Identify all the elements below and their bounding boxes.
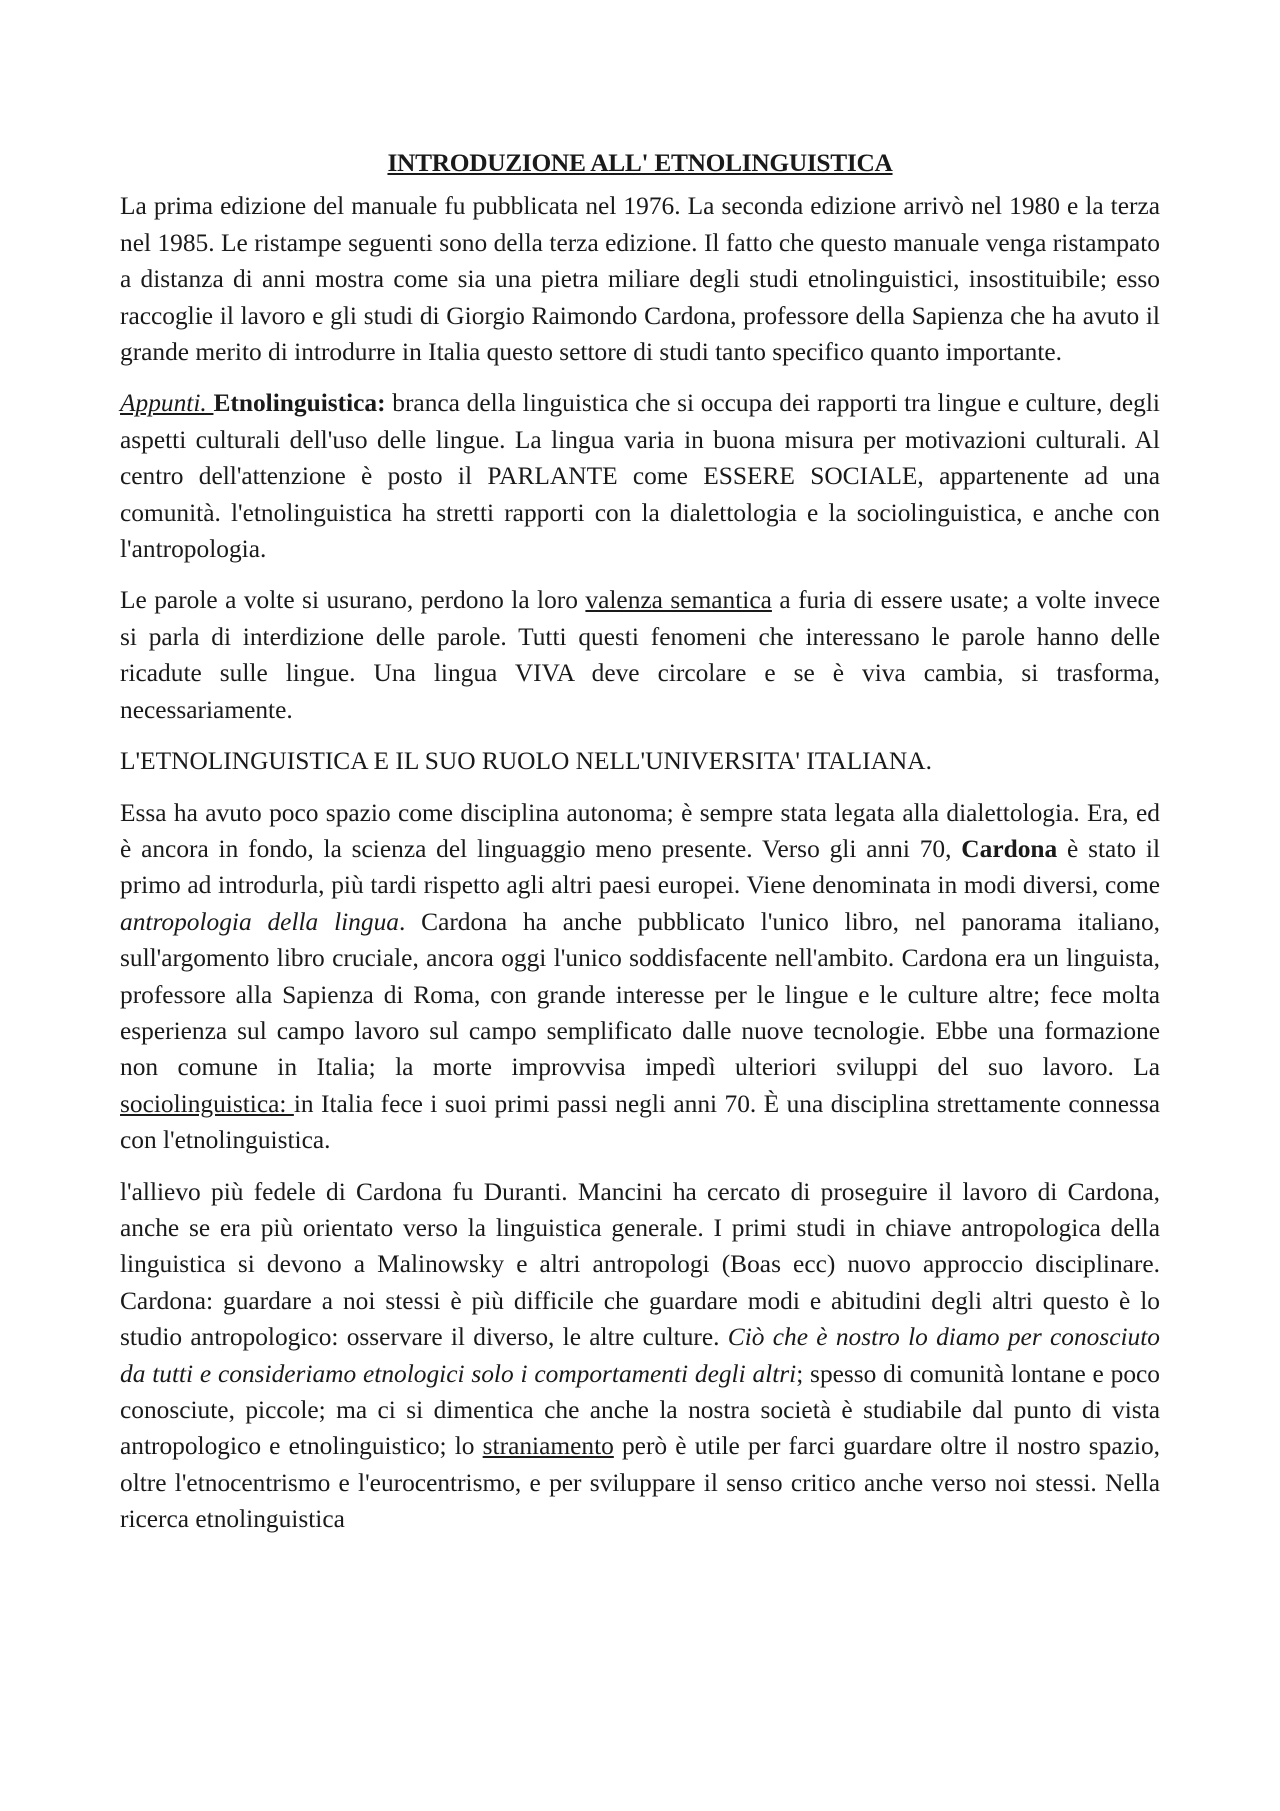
paragraph-university-text-d: in Italia fece i suoi primi passi negli anni 70. È una disciplina strettamente connessa con l'etnolinguistica. (120, 1089, 1160, 1155)
etnolinguistica-term: Etnolinguistica: (213, 389, 386, 418)
paragraph-students (120, 1174, 1160, 1538)
paragraph-university-text-b: è stato il primo ad introdurla, più tardi rispetto agli altri paesi europei. Viene denominata in modi diversi, come (120, 834, 1160, 900)
paragraph-words (120, 582, 1160, 728)
sociolinguistica-underlined: sociolinguistica: (120, 1089, 294, 1118)
quote-italic: Ciò che è nostro lo diamo per conosciuto da tutti e consideriamo etnologici solo i comportamenti degli altri (120, 1323, 1160, 1388)
paragraph-words-text-b: a furia di essere usate; a volte invece si parla di interdizione delle parole. Tutti questi fenomeni che interessano le parole hanno delle ricadute sulle lingue. Una lingua VIVA deve circolare e se è viva cambia, si trasforma, necessariamente. (120, 586, 1160, 724)
paragraph-university (120, 795, 1160, 1159)
cardona-bold: Cardona (961, 834, 1058, 863)
definition-text: branca della linguistica che si occupa dei rapporti tra lingue e culture, degli aspetti culturali dell'uso delle lingue. La lingua varia in buona misura per motivazioni culturali. Al centro dell'attenzione è posto il PARLANTE come ESSERE SOCIALE, appartenente ad una comunità. l'etnolinguistica ha stretti rapporti con la dialettologia e la sociolinguistica, e anche con l'antropologia. (120, 389, 1160, 564)
paragraph-students-text-c: però è utile per farci guardare oltre il nostro spazio, oltre l'etnocentrismo e l'eurocentrismo, e per sviluppare il senso critico anche verso noi stessi. Nella ricerca etnolinguistica (120, 1432, 1160, 1534)
paragraph-university-text-a: Essa ha avuto poco spazio come disciplina autonoma; è sempre stata legata alla dialettologia. Era, ed è ancora in fondo, la scienza del linguaggio meno presente. Verso gli anni 70, (120, 798, 1160, 863)
valenza-semantica-underlined: valenza semantica (585, 586, 772, 615)
appunti-label: Appunti. (120, 389, 214, 418)
paragraph-intro (120, 188, 1160, 370)
paragraph-definition (120, 385, 1160, 567)
document-page (120, 145, 1160, 1553)
paragraph-students-text-a: l'allievo più fedele di Cardona fu Duranti. Mancini ha cercato di proseguire il lavoro di Cardona, anche se era più orientato verso la linguistica generale. I primi studi in chiave antropologica della linguistica si devono a Malinowsky e altri antropologi (Boas ecc) nuovo approccio disciplinare. Cardona: guardare a noi stessi è più difficile che guardare modi e abitudini degli altri questo è lo studio antropologico: osservare il diverso, le altre culture. (120, 1177, 1160, 1352)
paragraph-university-text-c: . Cardona ha anche pubblicato l'unico libro, nel panorama italiano, sull'argomento libro cruciale, ancora oggi l'unico soddisfacente nell'ambito. Cardona era un linguista, professore alla Sapienza di Roma, con grande interesse per le lingue e le culture altre; fece molta esperienza sul campo lavoro sul campo semplificato dalle nuove tecnologie. Ebbe una formazione non comune in Italia; la morte improvvisa impedì ulteriori sviluppi del suo lavoro. La (120, 907, 1160, 1082)
document-title: INTRODUZIONE ALL' ETNOLINGUISTICA (387, 149, 893, 177)
antropologia-italic: antropologia della lingua (120, 907, 399, 936)
paragraph-words-text-a: Le parole a volte si usurano, perdono la loro (120, 586, 586, 615)
paragraph-intro-text: La prima edizione del manuale fu pubblicata nel 1976. La seconda edizione arrivò nel 1980 e la terza nel 1985. Le ristampe seguenti sono della terza edizione. Il fatto che questo manuale venga ristampato a distanza di anni mostra come sia una pietra miliare degli studi etnolinguistici, insostituibile; esso raccoglie il lavoro e gli studi di Giorgio Raimondo Cardona, professore della Sapienza che ha avuto il grande merito di introdurre in Italia questo settore di studi tanto specifico quanto importante. (120, 192, 1160, 367)
paragraph-students-text-b: ; spesso di comunità lontane e poco conosciute, piccole; ma ci si dimentica che anche la nostra società è studiabile dal punto di vista antropologico e etnolinguistico; lo (120, 1359, 1160, 1461)
section-heading: L'ETNOLINGUISTICA E IL SUO RUOLO NELL'UNIVERSITA' ITALIANA. (120, 747, 932, 776)
straniamento-underlined: straniamento (482, 1432, 614, 1461)
